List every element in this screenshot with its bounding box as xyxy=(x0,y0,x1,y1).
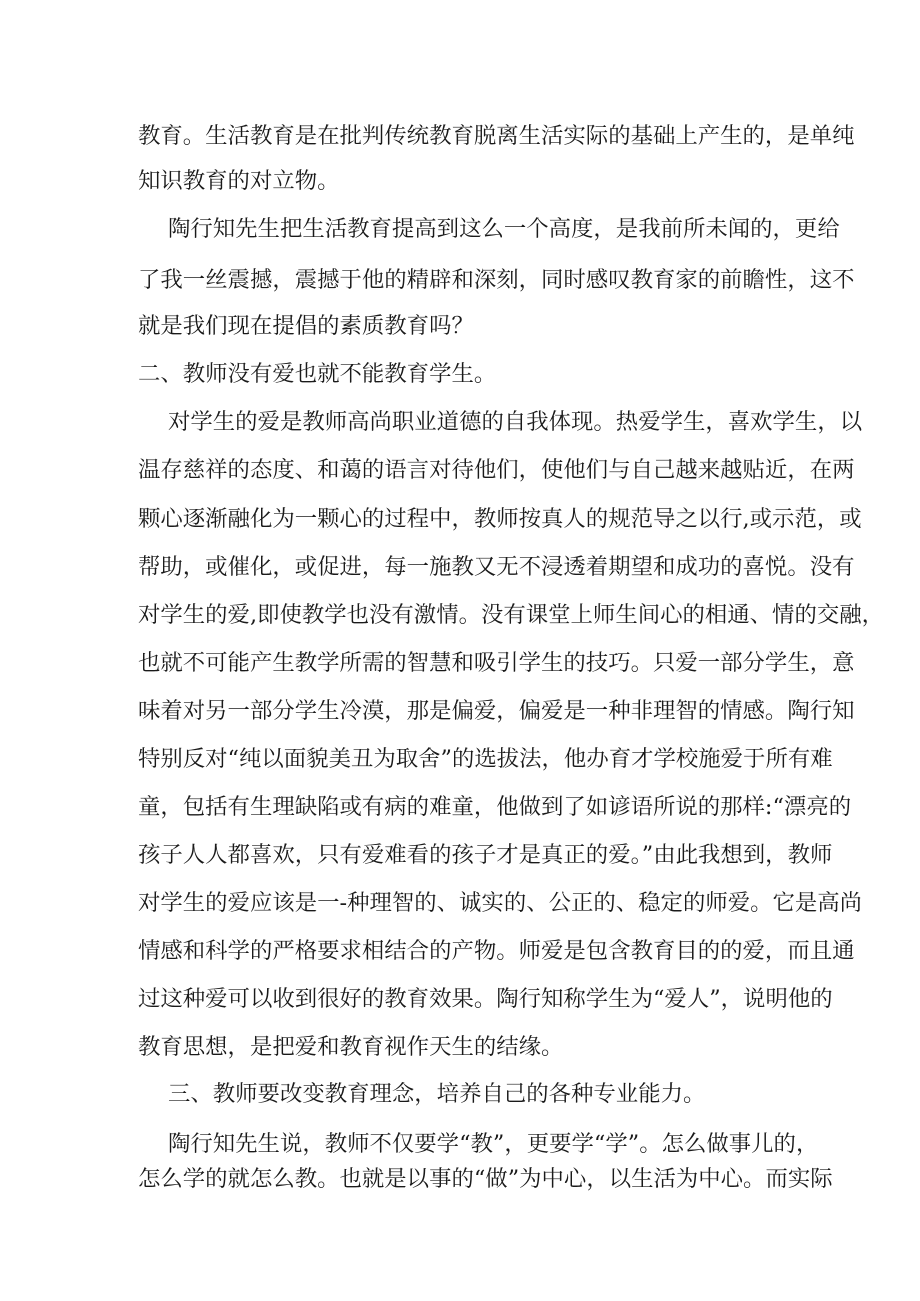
paragraph-3-line-6: 也就不可能产生教学所需的智慧和吸引学生的技巧。只爱一部分学生，意 xyxy=(138,650,855,676)
paragraph-3-line-14: 教育思想，是把爱和教育视作天生的结缘。 xyxy=(138,1034,564,1060)
section-heading-2: 二、教师没有爱也就不能教育学生。 xyxy=(138,361,497,387)
paragraph-3-line-5: 对学生的爱,即使教学也没有激情。没有课堂上师生间心的相通、情的交融， xyxy=(138,602,885,628)
paragraph-3-line-2: 温存慈祥的态度、和蔼的语言对待他们，使他们与自己越来越贴近，在两 xyxy=(138,457,855,483)
paragraph-3-line-11: 对学生的爱应该是一-种理智的、诚实的、公正的、稳定的师爱。它是高尚 xyxy=(138,890,863,916)
paragraph-3-line-3: 颗心逐渐融化为一颗心的过程中，教师按真人的规范导之以行,或示范，或 xyxy=(138,506,862,532)
paragraph-3-line-12: 情感和科学的严格要求相结合的产物。师爱是包含教育目的的爱，而且通 xyxy=(138,938,855,964)
paragraph-2-line-1: 陶行知先生把生活教育提高到这么一个高度，是我前所未闻的，更给 xyxy=(168,216,840,242)
paragraph-3-line-10: 孩子人人都喜欢，只有爱难看的孩子才是真正的爱。”由此我想到，教师 xyxy=(138,842,833,868)
paragraph-3-line-1: 对学生的爱是教师高尚职业道德的自我体现。热爱学生，喜欢学生，以 xyxy=(168,409,863,435)
paragraph-3-line-4: 帮助，或催化，或促进，每一施教又无不浸透着期望和成功的喜悦。没有 xyxy=(138,554,855,580)
paragraph-3-line-8: 特别反对“纯以面貌美丑为取舍”的选拔法，他办育才学校施爱于所有难 xyxy=(138,746,833,772)
paragraph-3-line-9: 童，包括有生理缺陷或有病的难童，他做到了如谚语所说的那样:“漂亮的 xyxy=(138,794,852,820)
paragraph-1-line-1: 教育。生活教育是在批判传统教育脱离生活实际的基础上产生的，是单纯 xyxy=(138,123,855,149)
paragraph-4-line-1: 陶行知先生说，教师不仅要学“教”，更要学“学”。怎么做事儿的， xyxy=(168,1131,819,1157)
paragraph-4-line-2: 怎么学的就怎么教。也就是以事的“做”为中心，以生活为中心。而实际 xyxy=(138,1166,833,1192)
paragraph-3-line-7: 味着对另一部分学生冷漠，那是偏爱，偏爱是一种非理智的情感。陶行知 xyxy=(138,698,855,724)
paragraph-2-line-2: 了我一丝震撼，震撼于他的精辟和深刻，同时感叹教育家的前瞻性，这不 xyxy=(138,267,855,293)
paragraph-2-line-3: 就是我们现在提倡的素质教育吗？ xyxy=(138,313,474,339)
section-heading-3: 三、教师要改变教育理念，培养自己的各种专业能力。 xyxy=(168,1081,706,1107)
paragraph-1-line-2: 知识教育的对立物。 xyxy=(138,168,340,194)
paragraph-3-line-13: 过这种爱可以收到很好的教育效果。陶行知称学生为“爱人”，说明他的 xyxy=(138,986,833,1012)
